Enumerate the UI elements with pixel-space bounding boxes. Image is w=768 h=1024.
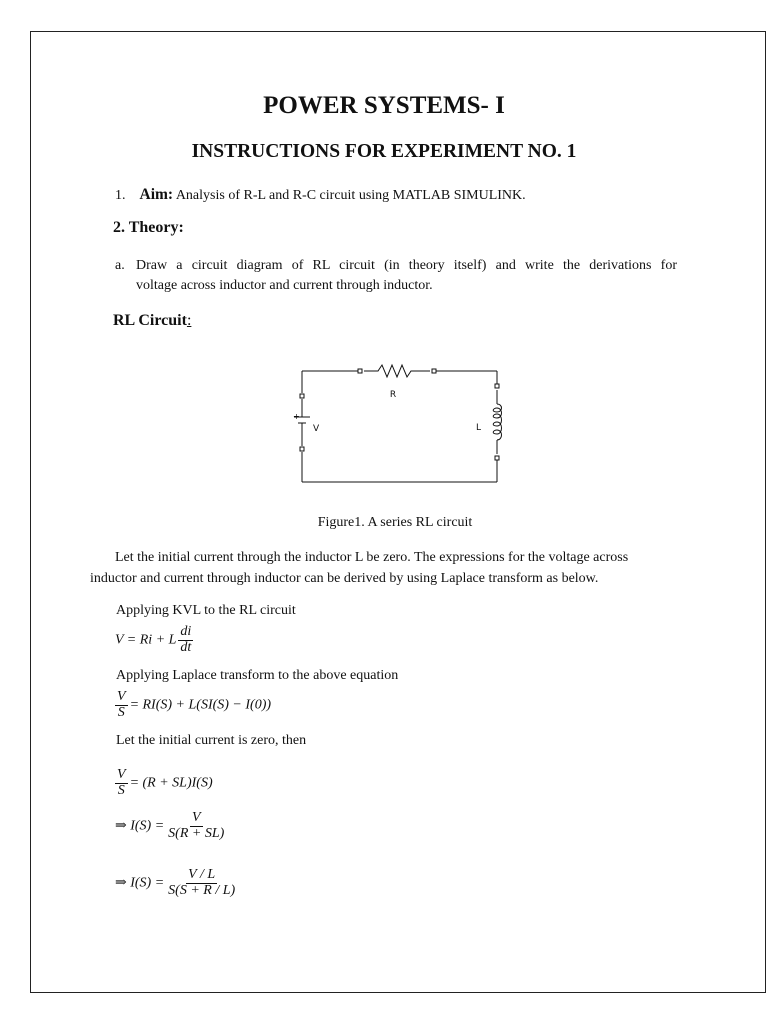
current2-denominator: S(S + R / L) [168, 882, 236, 898]
step-laplace: Applying Laplace transform to the above equation [116, 668, 399, 683]
inductor-symbol [493, 404, 501, 440]
kvl-denominator: dt [180, 639, 192, 655]
aim-text: Analysis of R-L and R-C circuit using MATLAB SIMULINK. [175, 188, 526, 203]
zero-rhs: = (R + SL)I(S) [129, 775, 213, 791]
step-kvl: Applying KVL to the RL circuit [116, 603, 296, 618]
current2-lhs: ⇒ I(S) = [115, 875, 165, 891]
resistor-symbol [364, 365, 430, 377]
rl-circuit-heading [113, 312, 191, 330]
intro-line1: Let the initial current through the inductor L be zero. The expressions for the voltage across [115, 550, 629, 565]
equation-laplace [113, 690, 271, 720]
theory-heading: 2. Theory: [113, 219, 184, 236]
aim-item [115, 186, 526, 204]
source-label: V [313, 424, 320, 434]
experiment-title: INSTRUCTIONS FOR EXPERIMENT NO. 1 [191, 141, 577, 162]
inductor-label: L [476, 423, 482, 433]
equation-current-2 [115, 868, 239, 898]
zero-denominator: S [117, 782, 125, 798]
aim-label: Aim: [139, 186, 174, 203]
page-border [30, 31, 766, 993]
rl-circuit-colon: : [186, 312, 192, 329]
kvl-numerator: di [180, 624, 192, 639]
rl-circuit-label: RL Circuit [113, 312, 187, 329]
item-a-marker: a. [115, 258, 125, 273]
current1-numerator: V [191, 810, 201, 825]
item-a-line1: Draw a circuit diagram of RL circuit (in theory itself) and write the derivations for [136, 258, 677, 273]
figure-caption: Figure1. A series RL circuit [317, 515, 473, 530]
item-a-line2: voltage across inductor and current through inductor. [136, 278, 433, 293]
equation-kvl [115, 625, 195, 655]
current2-numerator: V / L [188, 867, 216, 882]
intro-line2: inductor and current through inductor can be derived by using Laplace transform as below. [90, 571, 599, 586]
equation-current-1 [115, 811, 228, 841]
zero-numerator: V [117, 767, 126, 782]
step-zero-current: Let the initial current is zero, then [116, 733, 307, 748]
current1-lhs: ⇒ I(S) = [115, 818, 165, 834]
laplace-numerator: V [117, 689, 126, 704]
rl-circuit-diagram [290, 360, 510, 490]
page-title: POWER SYSTEMS- I [263, 92, 505, 119]
kvl-lhs: V = Ri + L [115, 632, 177, 648]
equation-zero-current [113, 768, 213, 798]
aim-number: 1. [115, 188, 126, 203]
laplace-denominator: S [117, 704, 125, 720]
resistor-label: R [389, 390, 397, 400]
laplace-rhs: = RI(S) + L(SI(S) − I(0)) [129, 697, 272, 713]
current1-denominator: S(R + SL) [168, 825, 225, 841]
source-plus-sign: + [293, 412, 300, 421]
